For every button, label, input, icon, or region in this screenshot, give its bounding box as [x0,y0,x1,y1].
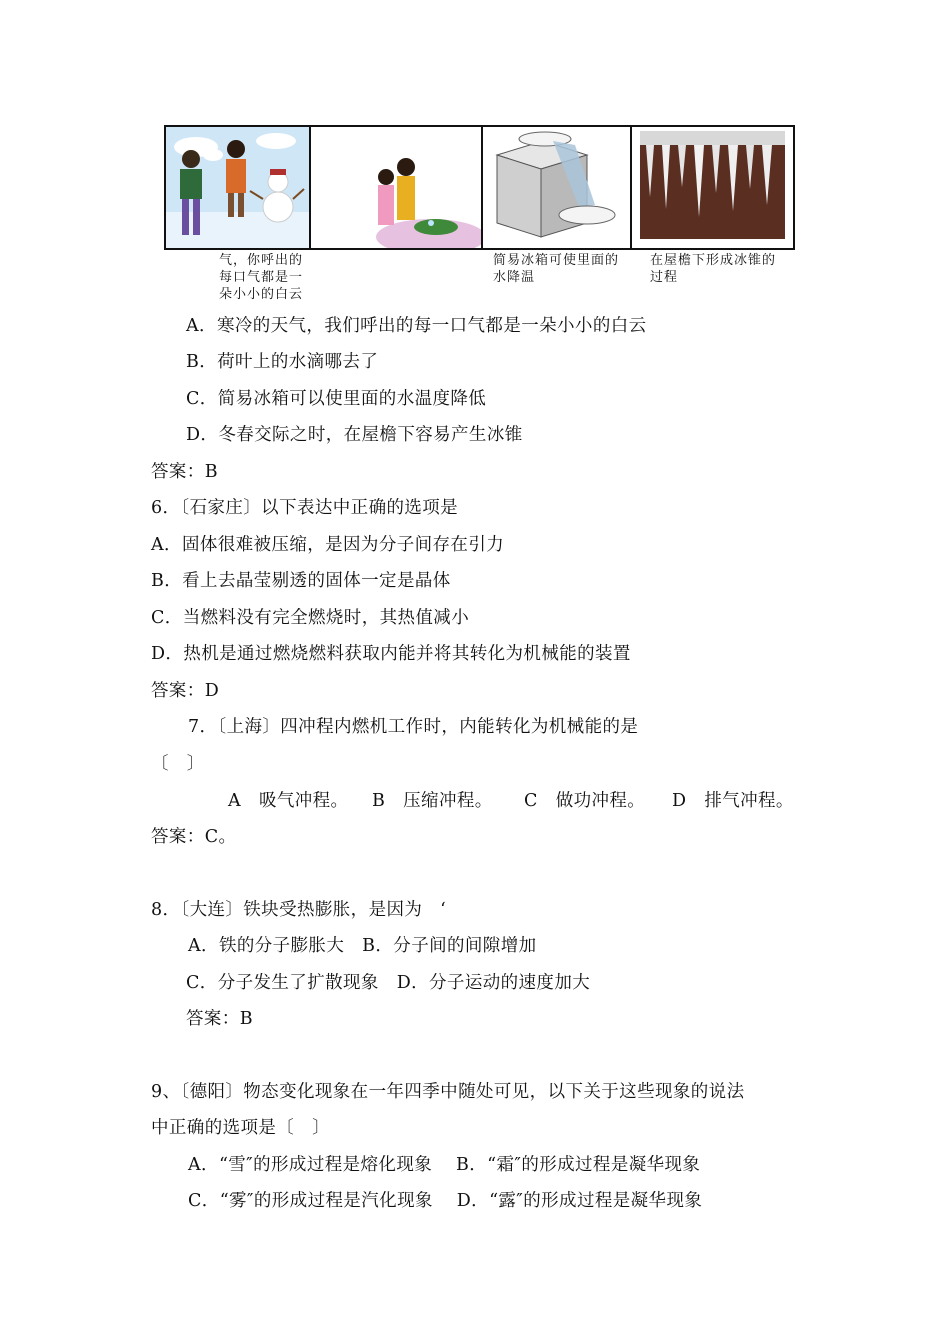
q9-stem-line2: 中正确的选项是〔 〕 [151,1118,330,1138]
q7-answer: 答案：C。 [151,827,237,847]
q7-option-a: A 吸气冲程。 [228,791,349,811]
q7-option-c: C 做功冲程。 [524,791,646,811]
q6-option-d: D．热机是通过燃烧燃料获取内能并将其转化为机械能的装置 [151,644,631,664]
figure-caption-cold-breath: 气，你呼出的每口气都是一朵小小的白云 [219,253,304,302]
q6-option-b: B．看上去晶莹剔透的固体一定是晶体 [151,571,451,591]
q7-option-b: B 压缩冲程。 [372,791,493,811]
panel-cold-breath [166,127,311,248]
q5-answer: 答案：B [151,462,218,482]
q6-stem: 6．〔石家庄〕以下表达中正确的选项是 [151,498,459,518]
q5-option-d: D．冬春交际之时，在屋檐下容易产生冰锥 [186,425,523,445]
q6-option-c: C．当燃料没有完全燃烧时，其热值减小 [151,608,470,628]
q5-option-c: C．简易冰箱可以使里面的水温度降低 [186,389,487,409]
simple-fridge-illustration [483,127,630,248]
icicles-illustration [632,127,793,248]
q9-options-row2: C．“雾″的形成过程是汽化现象 D．“露″的形成过程是凝华现象 [188,1191,703,1211]
q9-stem-line1: 9、〔德阳〕物态变化现象在一年四季中随处可见，以下关于这些现象的说法 [151,1082,745,1102]
q7-bracket: 〔 〕 [151,754,205,774]
panel-lotus-leaf [311,127,483,248]
q6-answer: 答案：D [151,681,220,701]
q8-options-row2: C．分子发生了扩散现象 D．分子运动的速度加大 [186,973,591,993]
figure-caption-icicles: 在屋檐下形成冰锥的过程 [650,253,777,285]
q5-option-a: A．寒冷的天气，我们呼出的每一口气都是一朵小小的白云 [186,316,647,336]
q9-options-row1: A．“雪″的形成过程是熔化现象 B．“霜″的形成过程是凝华现象 [188,1155,701,1175]
panel-simple-fridge [483,127,632,248]
q8-stem: 8．〔大连〕铁块受热膨胀，是因为 ‘ [151,900,447,920]
q7-stem: 7．〔上海〕四冲程内燃机工作时，内能转化为机械能的是 [188,717,639,737]
q6-option-a: A．固体很难被压缩，是因为分子间存在引力 [151,535,505,555]
panel-icicles [632,127,793,248]
figure-caption-simple-fridge: 简易冰箱可使里面的水降温 [493,253,620,285]
q5-option-b: B．荷叶上的水滴哪去了 [186,352,379,372]
lotus-leaf-illustration [311,127,481,248]
figure-strip [164,125,795,250]
cold-breath-illustration [166,127,309,248]
q7-option-d: D 排气冲程。 [672,791,794,811]
q8-options-row1: A．铁的分子膨胀大 B．分子间的间隙增加 [188,936,537,956]
q8-answer: 答案：B [186,1009,253,1029]
